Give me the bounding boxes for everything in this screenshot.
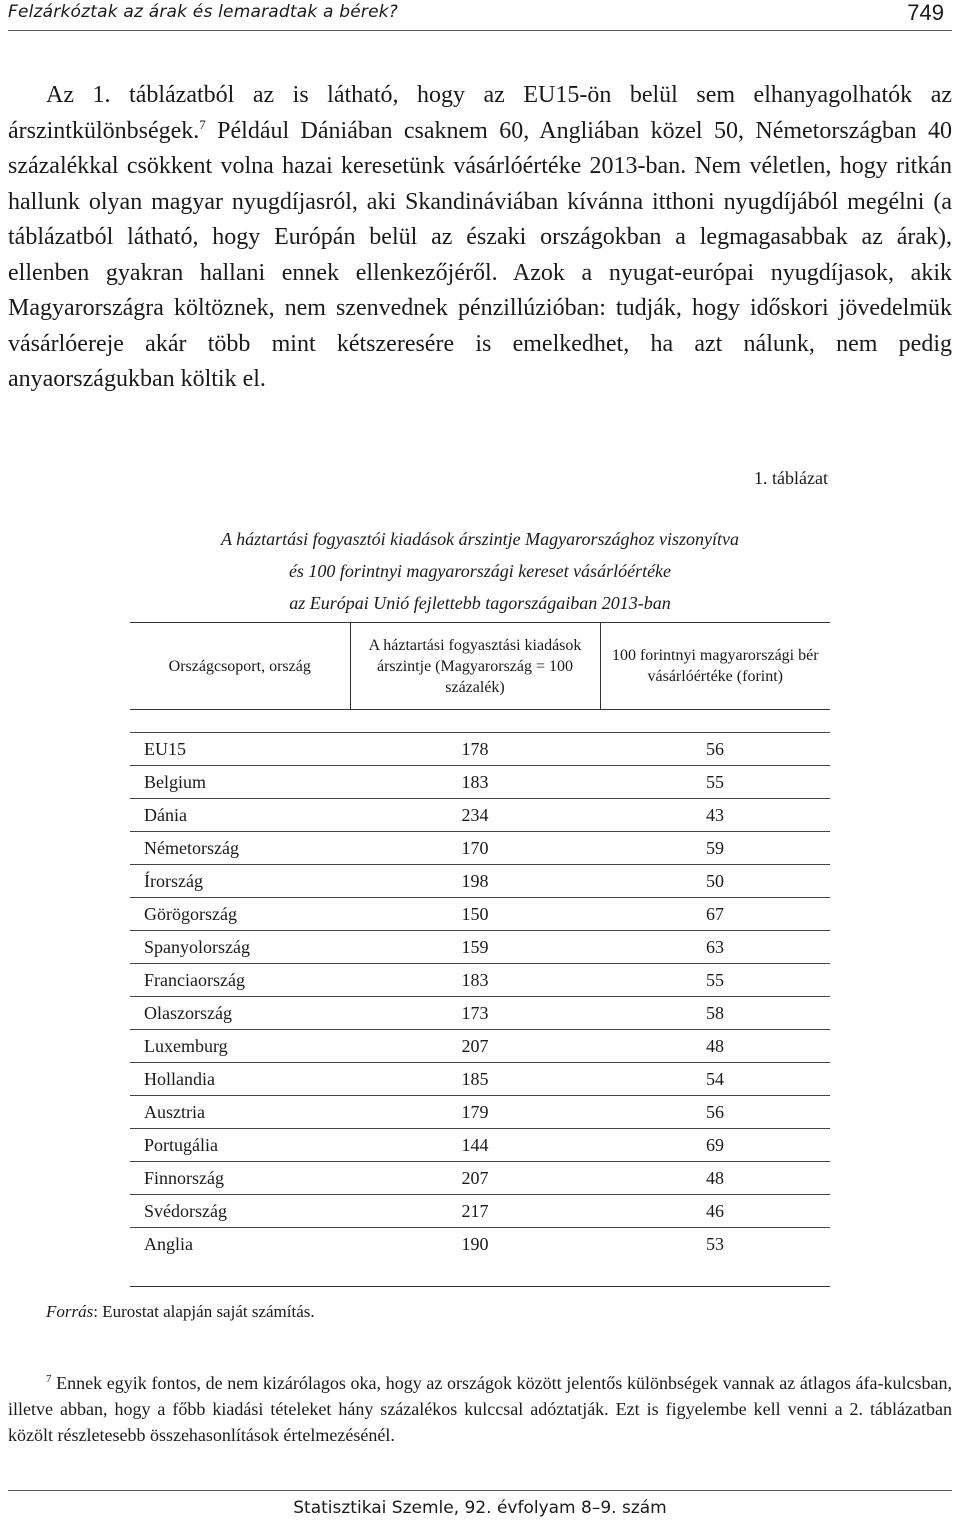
caption-line: az Európai Unió fejlettebb tagországaiban 2013-ban [289,593,671,613]
cell-price-level: 170 [350,832,600,865]
table-row [130,1162,830,1195]
footnote [8,1370,952,1448]
cell-country: Anglia [144,1233,193,1254]
cell-country: Ausztria [130,1096,350,1129]
table-row [130,1195,830,1228]
table-row [130,964,830,997]
table-number: 1. táblázat [754,468,828,488]
table-row [130,832,830,865]
cell-price-level: 207 [350,1030,600,1063]
cell-purchasing-value: 63 [600,931,830,964]
cell-purchasing-value: 55 [600,766,830,799]
cell-country: Spanyolország [130,931,350,964]
cell-purchasing-value: 54 [600,1063,830,1096]
cell-country: Hollandia [130,1063,350,1096]
cell-purchasing-value: 69 [600,1129,830,1162]
table-row [130,865,830,898]
cell-purchasing-value: 48 [600,1030,830,1063]
table-row [130,1096,830,1129]
body-text-part1: Az 1. táblázatból az is látható, hogy az EU15-ön belül sem elhanyagolhatók az árszintkülönbségek. [8,82,952,144]
cell-country: Finnország [130,1162,350,1195]
running-footer: Statisztikai Szemle, 92. évfolyam 8–9. szám [293,1498,667,1518]
page-number: 749 [907,0,944,25]
header-purchasing-value: 100 forintnyi magyarországi bér vásárlóértéke (forint) [600,623,830,710]
cell-purchasing-value: 43 [600,799,830,832]
cell-country: Belgium [130,766,350,799]
cell-price-level: 185 [350,1063,600,1096]
body-text-part2: Például Dániában csaknem 60, Angliában közel 50, Németországban 40 százalékkal csökkent volna hazai keresetünk vásárlóértéke 2013-ban. Nem véletlen, hogy ritkán hallunk olyan magyar nyugdíjasról, aki Skandináviában kívánna itthoni nyugdíjából megélni (a táblázatból látható, hogy Európán belül az északi országokban a legmagasabbak az árak), ellenben gyakran hallani ennek ellenkezőjéről. Azok a nyugat-európai nyugdíjasok, akik Magyarországra költöznek, nem szenvednek pénzillúzióban: tudják, hogy időskori jövedelmük vásárlóereje akár több mint kétszeresére is emelkedhet, ha azt nálunk, nem pedig anyaországukban költik el. [8,117,952,392]
table-row [130,733,830,766]
cell-country: Franciaország [130,964,350,997]
header-country: Országcsoport, ország [130,623,350,710]
header-price-level: A háztartási fogyasztási kiadások árszintje (Magyarország = 100 százalék) [350,623,600,710]
cell-purchasing-value: 50 [600,865,830,898]
table-row [130,799,830,832]
cell-purchasing-value: 46 [600,1195,830,1228]
table-row [130,931,830,964]
cell-price-level: 179 [350,1096,600,1129]
cell-price-level: 178 [350,733,600,766]
cell-country: Németország [130,832,350,865]
cell-price-level: 217 [350,1195,600,1228]
cell-price-level: 198 [350,865,600,898]
cell-country: Görögország [130,898,350,931]
source-text: : Eurostat alapján saját számítás. [93,1302,315,1321]
cell-price-level: 159 [350,931,600,964]
footnote-text: Ennek egyik fontos, de nem kizárólagos oka, hogy az országok között jelentős különbségek vannak az átlagos áfa-kulcsban, illetve abban, hogy a főbb kiadási tételeket hány százalékos kulccsal adóztatják. Ezt is figyelembe kell venni a 2. táblázatban közölt részletesebb összehasonlítások értelmezésénél. [8,1373,952,1445]
table-row [130,898,830,931]
cell-purchasing-value: 56 [600,1096,830,1129]
cell-price-level: 150 [350,898,600,931]
cell-purchasing-value: 56 [600,733,830,766]
cell-price-level: 183 [350,964,600,997]
cell-purchasing-value: 59 [600,832,830,865]
running-header-title: Felzárkóztak az árak és lemaradtak a bérek? [8,2,399,22]
cell-country: Portugália [130,1129,350,1162]
table-row [130,1129,830,1162]
cell-price-level: 190 [461,1233,489,1254]
cell-purchasing-value: 48 [600,1162,830,1195]
table-row [130,1228,830,1261]
table-bottom-rule [130,1260,830,1287]
body-paragraph [8,78,952,398]
source-label: Forrás [46,1302,94,1321]
cell-country: Írország [130,865,350,898]
cell-purchasing-value: 67 [600,898,830,931]
caption-line: A háztartási fogyasztói kiadások árszintje Magyarországhoz viszonyítva [220,529,739,549]
cell-purchasing-value: 58 [600,997,830,1030]
cell-country: Dánia [130,799,350,832]
caption-line: és 100 forintnyi magyarországi kereset vásárlóértéke [288,561,672,581]
table-row [130,1063,830,1096]
cell-price-level: 207 [350,1162,600,1195]
cell-country: EU15 [130,733,350,766]
table-row [130,1030,830,1063]
cell-country: Luxemburg [130,1030,350,1063]
cell-country: Svédország [130,1195,350,1228]
footnote-reference[interactable]: 7 [199,116,206,132]
table-source [46,1302,315,1322]
cell-purchasing-value: 55 [600,964,830,997]
cell-price-level: 144 [350,1129,600,1162]
table-row [130,997,830,1030]
cell-price-level: 183 [350,766,600,799]
cell-country: Olaszország [130,997,350,1030]
cell-price-level: 234 [350,799,600,832]
cell-purchasing-value: 53 [706,1233,724,1254]
footnote-number: 7 [46,1373,52,1385]
price-level-table [130,622,830,1287]
cell-price-level: 173 [350,997,600,1030]
table-row [130,766,830,799]
footer-divider [8,1490,952,1491]
header-divider [8,30,952,31]
table-caption [130,523,830,619]
